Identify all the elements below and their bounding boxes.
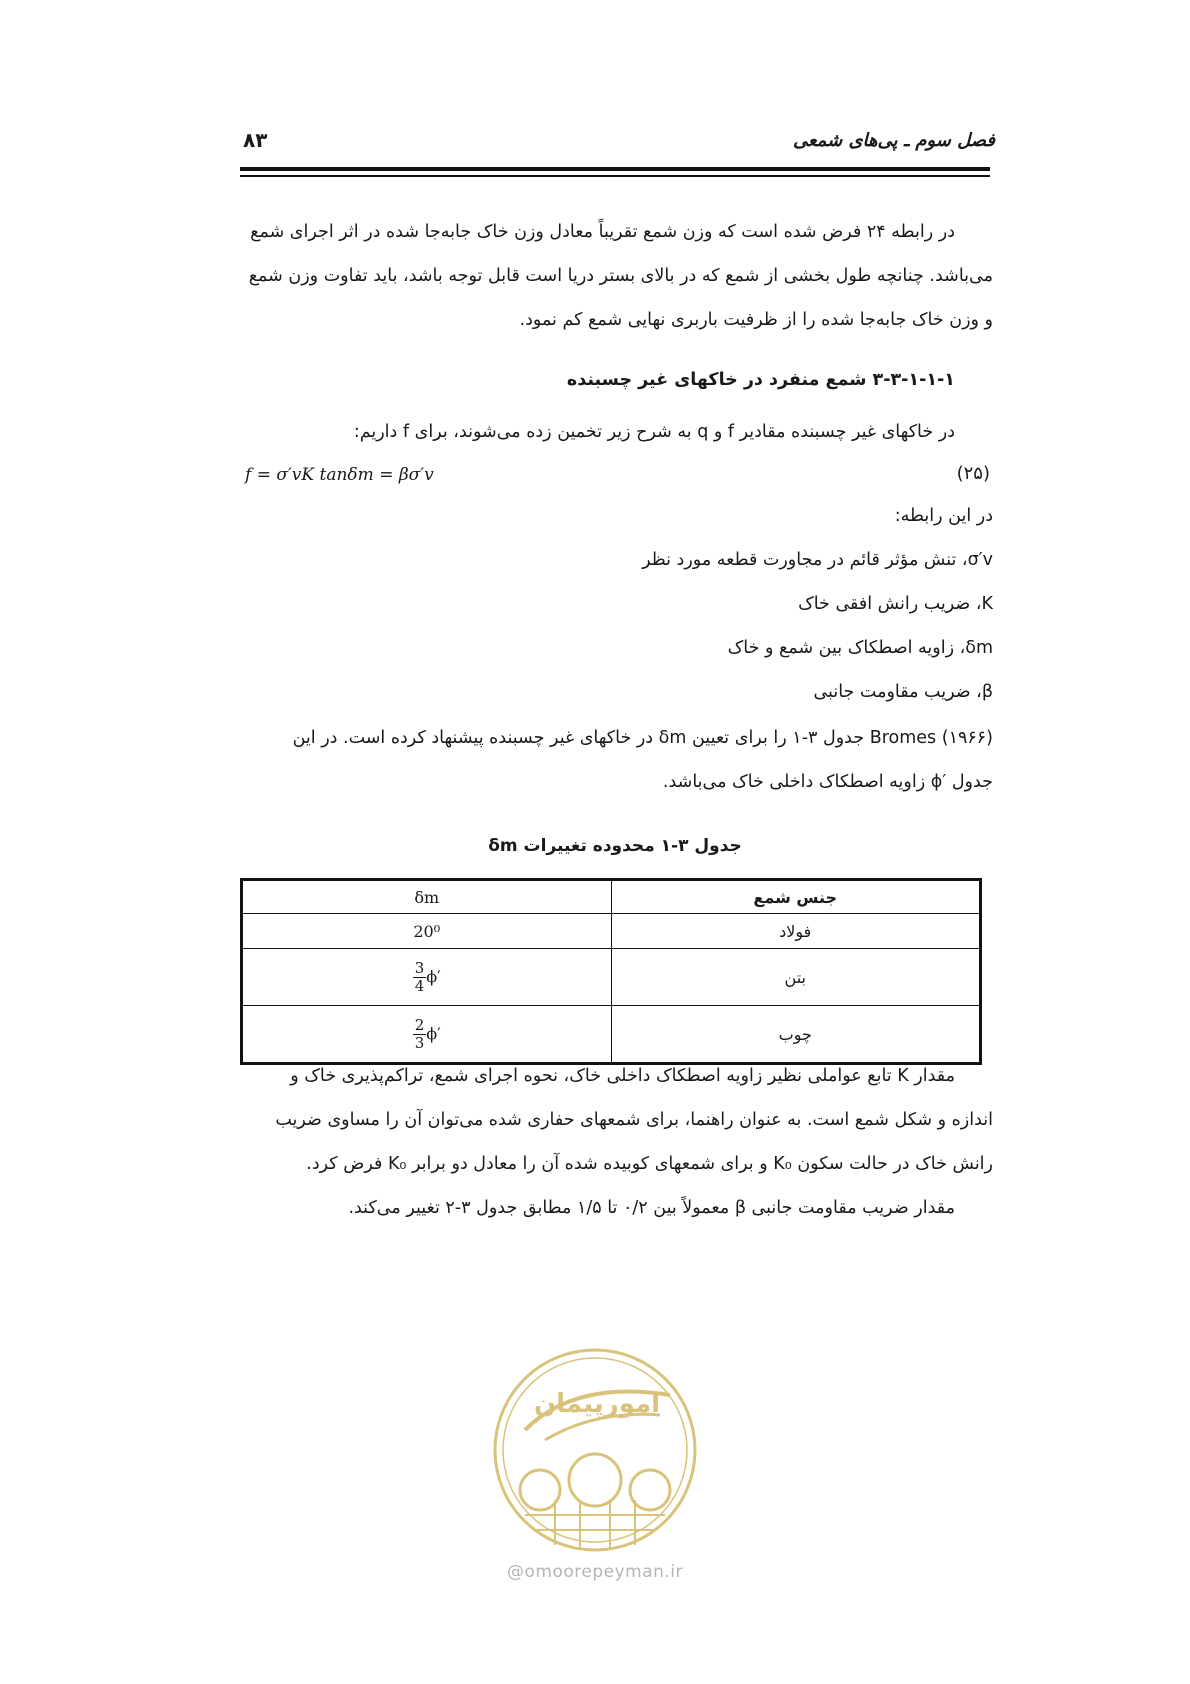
para3-line2: جدول ′ϕ زاویه اصطکاک داخلی خاک می‌باشد. (662, 772, 993, 792)
table-caption: جدول ۳-۱ محدوده تغییرات δm (488, 836, 742, 856)
where-label: در این رابطه: (894, 506, 993, 526)
table-header-row (242, 880, 981, 914)
watermark-logo-icon (485, 1340, 705, 1560)
cell-value: 20⁰ (242, 914, 612, 949)
definition-sigma: σ′v، تنش مؤثر قائم در مجاورت قطعه مورد نظر (642, 550, 993, 570)
delta-table (240, 878, 982, 1065)
fraction: $\frac{2}{3}$ (414, 1015, 425, 1052)
para5: مقدار ضریب مقاومت جانبی β معمولاً بین ۰/۲ تا ۱/۵ مطابق جدول ۳-۲ تغییر می‌کند. (348, 1198, 955, 1218)
definition-beta: β، ضریب مقاومت جانبی (813, 682, 993, 702)
header-rule-thick (240, 167, 990, 171)
para4-line2: اندازه و شکل شمع است. به عنوان راهنما، برای شمعهای حفاری شده می‌توان آن را مساوی ضریب (275, 1110, 993, 1130)
formula: f = σ′vK tanδm = βσ′v (245, 465, 434, 485)
para1-line3: و وزن خاک جابه‌جا شده را از ظرفیت باربری نهایی شمع کم نمود. (519, 310, 993, 330)
para2: در خاکهای غیر چسبنده مقادیر f و q به شرح زیر تخمین زده می‌شوند، برای f داریم: (353, 422, 955, 442)
header-material: جنس شمع (611, 880, 981, 914)
table-row (242, 914, 981, 949)
equation-number: (۲۵) (956, 463, 990, 484)
para3-line1: Bromes (۱۹۶۶) جدول ۳-۱ را برای تعیین δm در خاکهای غیر چسبنده پیشنهاد کرده است. در این (292, 728, 993, 748)
cell-material: بتن (611, 949, 981, 1006)
table-row (242, 1006, 981, 1064)
para4-line3: رانش خاک در حالت سکون K₀ و برای شمعهای کوبیده شده آن را معادل دو برابر K₀ فرض کرد. (306, 1154, 993, 1174)
page-number: ۸۳ (243, 128, 268, 152)
para1-line1: در رابطه ۲۴ فرض شده است که وزن شمع تقریباً معادل وزن خاک جابه‌جا شده در اثر اجرای شمع (250, 222, 955, 242)
table-row (242, 949, 981, 1006)
watermark-site: @omoorepeyman.ir (506, 1562, 684, 1582)
svg-text:امورپیمان: امورپیمان (533, 1389, 661, 1419)
cell-value: $\frac{2}{3}$ ϕ′ (242, 1006, 612, 1064)
header-delta: δm (242, 880, 612, 914)
cell-value: $\frac{3}{4}$ ϕ′ (242, 949, 612, 1006)
definition-k: K، ضریب رانش افقی خاک (798, 594, 993, 614)
section-heading: ۳-۳-۱-۱-۱ شمع منفرد در خاکهای غیر چسبنده (566, 370, 955, 390)
header-rule-thin (240, 175, 990, 177)
chapter-title: فصل سوم ـ پی‌های شمعی (793, 130, 995, 151)
cell-material: فولاد (611, 914, 981, 949)
para1-line2: می‌باشد. چنانچه طول بخشی از شمع که در بالای بستر دریا است قابل توجه باشد، باید تفاوت وزن شمع (248, 266, 993, 286)
para4-line1: مقدار K تابع عواملی نظیر زاویه اصطکاک داخلی خاک، نحوه اجرای شمع، تراکم‌پذیری خاک و (290, 1066, 955, 1086)
definition-delta: δm، زاویه اصطکاک بین شمع و خاک (727, 638, 993, 658)
cell-material: چوب (611, 1006, 981, 1064)
fraction: $\frac{3}{4}$ (414, 958, 425, 995)
